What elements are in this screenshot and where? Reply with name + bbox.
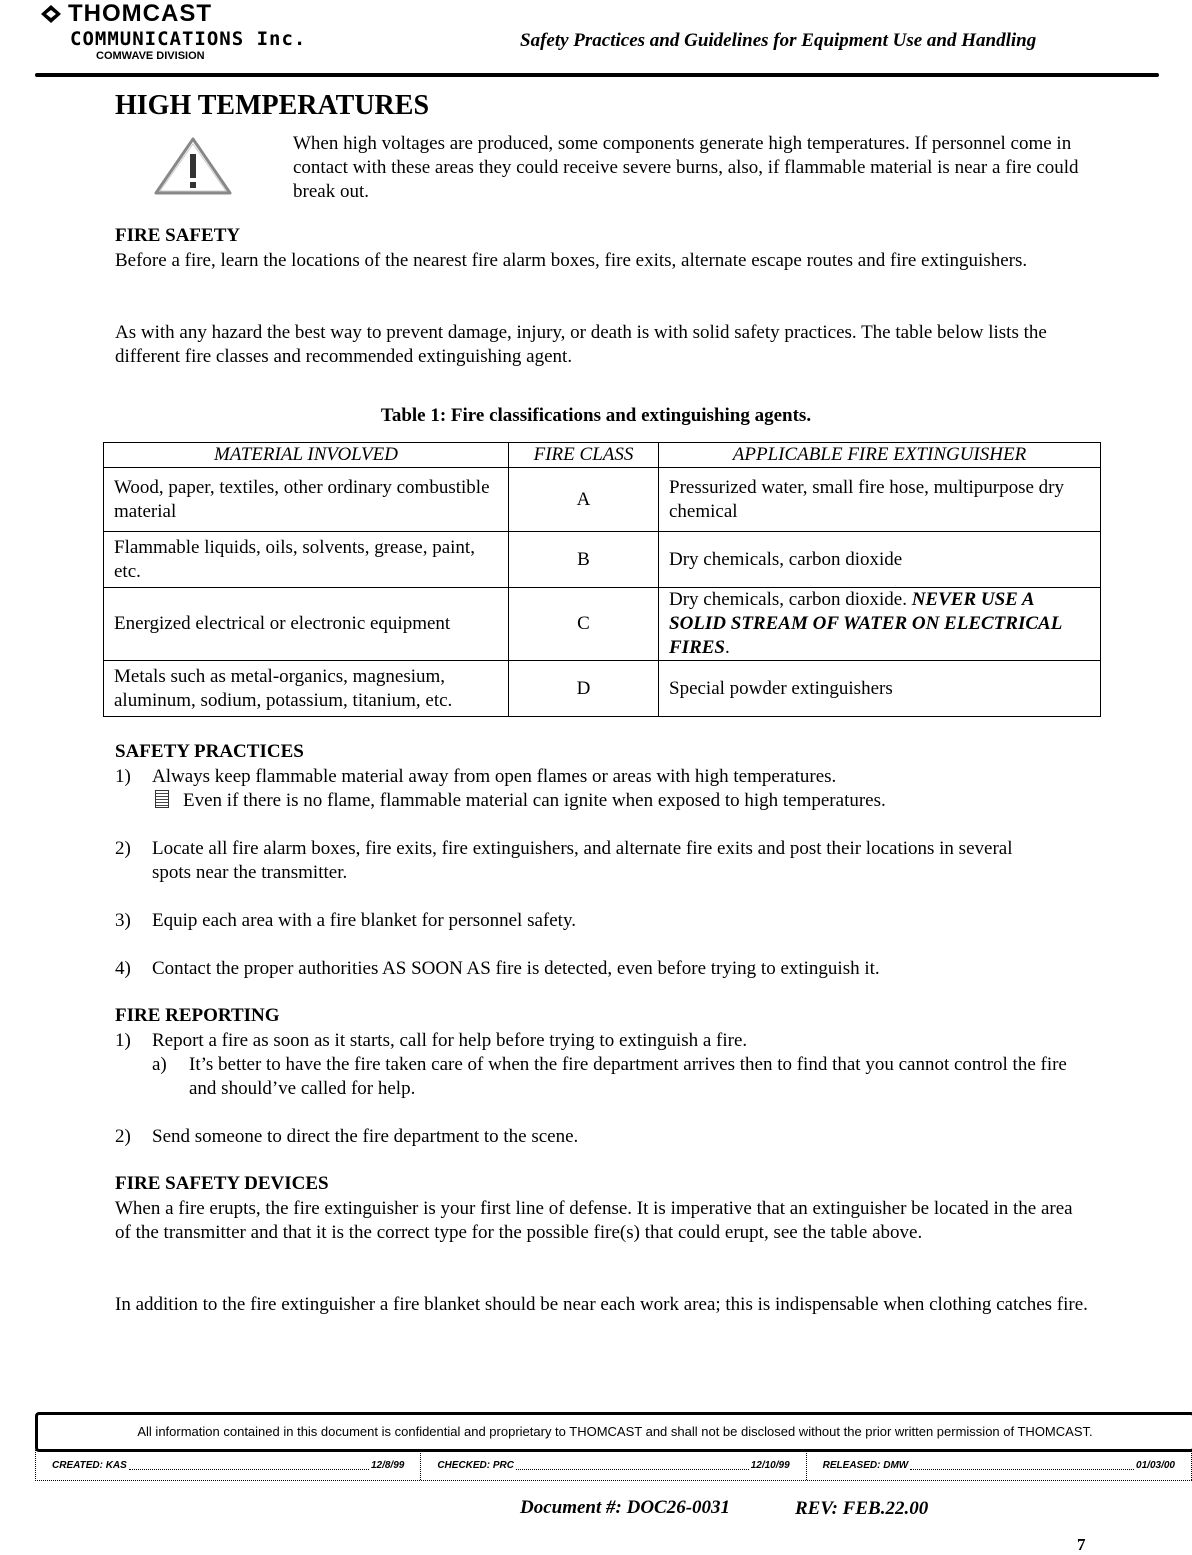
note-item bbox=[155, 789, 1095, 813]
thomcast-logo-icon bbox=[40, 4, 62, 24]
created-date: 12/8/99 bbox=[370, 1459, 405, 1471]
list-item bbox=[115, 765, 1095, 789]
extinguisher-cell: Pressurized water, small fire hose, multipurpose dry chemical bbox=[659, 468, 1101, 532]
fire-safety-paragraph: As with any hazard the best way to prevent damage, injury, or death is with solid safety practices. The table below lists the different fire classes and recommended extinguishing agent. bbox=[115, 322, 1047, 367]
note-icon bbox=[155, 790, 169, 808]
list-text: Contact the proper authorities AS SOON AS fire is detected, even before trying to extinguish it. bbox=[152, 958, 880, 979]
material-cell: Energized electrical or electronic equipment bbox=[104, 588, 509, 661]
safety-practices-title: SAFETY PRACTICES bbox=[115, 741, 304, 762]
electrical-warning: NEVER USE A SOLID STREAM OF WATER ON ELECTRICAL FIRES bbox=[669, 589, 1062, 658]
list-text: Equip each area with a fire blanket for personnel safety. bbox=[152, 910, 576, 931]
list-number: 1) bbox=[115, 1030, 131, 1051]
list-number: 4) bbox=[115, 958, 131, 979]
devices-paragraph: In addition to the fire extinguisher a fire blanket should be near each work area; this is indispensable when clothing catches fire. bbox=[115, 1294, 1088, 1315]
checked-date: 12/10/99 bbox=[750, 1459, 790, 1471]
created-cell bbox=[36, 1450, 421, 1480]
list-number: 2) bbox=[115, 838, 131, 859]
list-text: Always keep flammable material away from open flames or areas with high temperatures. bbox=[152, 766, 837, 787]
column-header: MATERIAL INVOLVED bbox=[104, 443, 509, 468]
fire-class-cell: A bbox=[509, 468, 659, 532]
released-cell bbox=[807, 1450, 1192, 1480]
extinguisher-cell: Dry chemicals, carbon dioxide bbox=[659, 532, 1101, 588]
list-item bbox=[115, 957, 1095, 981]
table-caption: Table 1: Fire classifications and extinguishing agents. bbox=[380, 405, 812, 426]
extinguisher-cell: Special powder extinguishers bbox=[659, 661, 1101, 717]
list-item bbox=[115, 837, 1095, 885]
extinguisher-text: Dry chemicals, carbon dioxide. bbox=[669, 589, 907, 610]
logo-company: COMMUNICATIONS Inc. bbox=[70, 28, 307, 50]
fire-class-cell: C bbox=[509, 588, 659, 661]
fire-class-cell: D bbox=[509, 661, 659, 717]
material-cell: Wood, paper, textiles, other ordinary combustible material bbox=[104, 468, 509, 532]
list-item bbox=[115, 1029, 1095, 1053]
released-label: RELEASED: DMW bbox=[822, 1459, 909, 1471]
checked-cell bbox=[421, 1450, 806, 1480]
warning-icon bbox=[153, 136, 233, 196]
material-cell: Flammable liquids, oils, solvents, grease, paint, etc. bbox=[104, 532, 509, 588]
created-label: CREATED: KAS bbox=[52, 1459, 127, 1471]
page-number: 7 bbox=[1077, 1535, 1086, 1554]
fire-reporting-title: FIRE REPORTING bbox=[115, 1005, 280, 1026]
list-text: Send someone to direct the fire department to the scene. bbox=[152, 1126, 579, 1147]
logo-division: COMWAVE DIVISION bbox=[96, 50, 205, 62]
column-header: APPLICABLE FIRE EXTINGUISHER bbox=[659, 443, 1101, 468]
column-header: FIRE CLASS bbox=[509, 443, 659, 468]
table-row bbox=[104, 588, 1101, 661]
logo-name: THOMCAST bbox=[68, 0, 212, 27]
document-number: Document #: DOC26-0031 bbox=[520, 1497, 731, 1518]
list-item bbox=[115, 909, 1095, 933]
checked-label: CHECKED: PRC bbox=[437, 1459, 514, 1471]
document-title: Safety Practices and Guidelines for Equipment Use and Handling bbox=[520, 30, 1037, 51]
sub-list-item bbox=[152, 1053, 1097, 1101]
material-cell: Metals such as metal-organics, magnesium, aluminum, sodium, potassium, titanium, etc. bbox=[104, 661, 509, 717]
list-text: Locate all fire alarm boxes, fire exits, fire extinguishers, and alternate fire exits and post their locations in several spots near the transmitter. bbox=[152, 838, 1013, 883]
fire-devices-title: FIRE SAFETY DEVICES bbox=[115, 1173, 329, 1194]
list-item bbox=[115, 1125, 1095, 1149]
intro-paragraph: When high voltages are produced, some components generate high temperatures. If personnel come in contact with these areas they could receive severe burns, also, if flammable material is near a fire could break out. bbox=[293, 133, 1079, 202]
logo bbox=[40, 0, 212, 28]
table-row bbox=[104, 661, 1101, 717]
list-text: Report a fire as soon as it starts, call for help before trying to extinguish a fire. bbox=[152, 1030, 748, 1051]
list-number: 2) bbox=[115, 1126, 131, 1147]
fire-safety-paragraph: Before a fire, learn the locations of the nearest fire alarm boxes, fire exits, alternate escape routes and fire extinguishers. bbox=[115, 250, 1028, 271]
released-date: 01/03/00 bbox=[1136, 1459, 1175, 1471]
signoff-row bbox=[35, 1450, 1192, 1481]
warning-period: . bbox=[724, 637, 730, 658]
section-heading: HIGH TEMPERATURES bbox=[115, 90, 430, 121]
list-number: 3) bbox=[115, 910, 131, 931]
header-divider bbox=[35, 73, 1159, 77]
note-text: Even if there is no flame, flammable material can ignite when exposed to high temperatures. bbox=[183, 790, 886, 811]
fire-safety-title: FIRE SAFETY bbox=[115, 225, 241, 246]
extinguisher-cell bbox=[659, 588, 1101, 661]
fire-classification-table bbox=[103, 442, 1101, 717]
devices-paragraph: When a fire erupts, the fire extinguisher is your first line of defense. It is imperative that an extinguisher be located in the area of the transmitter and that it is the correct type for the possible fire(s) that could erupt, see the table above. bbox=[115, 1198, 1073, 1243]
list-letter: a) bbox=[152, 1054, 167, 1075]
revision: REV: FEB.22.00 bbox=[795, 1498, 929, 1519]
list-number: 1) bbox=[115, 766, 131, 787]
table-header-row bbox=[104, 443, 1101, 468]
list-text: It’s better to have the fire taken care of when the fire department arrives then to find that you cannot control the fire and should’ve called for help. bbox=[189, 1054, 1067, 1099]
table-row bbox=[104, 532, 1101, 588]
fire-class-cell: B bbox=[509, 532, 659, 588]
confidentiality-notice: All information contained in this document is confidential and proprietary to THOMCAST and shall not be disclosed without the prior written permission of THOMCAST. bbox=[35, 1412, 1192, 1452]
table-row bbox=[104, 468, 1101, 532]
